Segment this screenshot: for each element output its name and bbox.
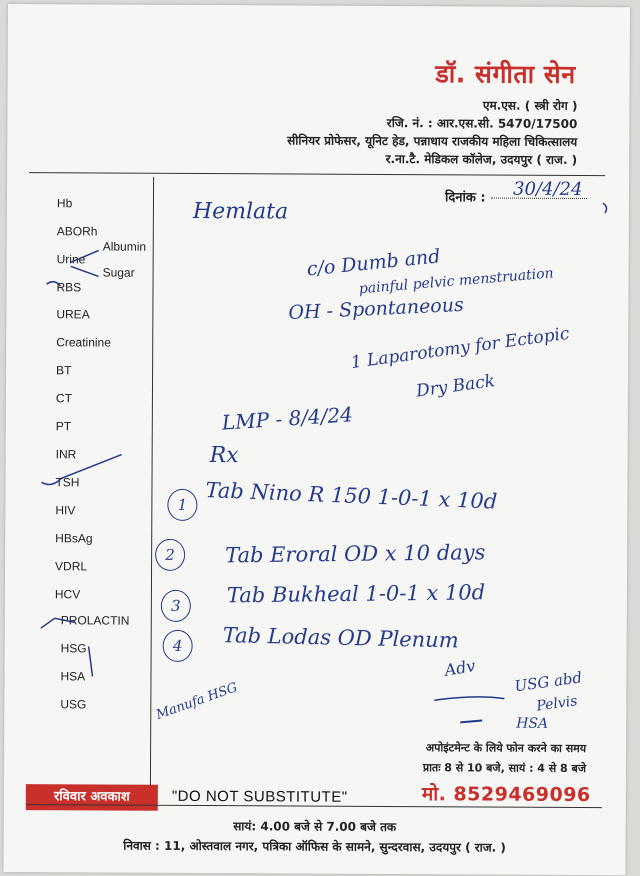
prolactin-tick-stroke [41, 618, 75, 628]
rx-symbol: Rx [209, 443, 239, 469]
signature-dash [460, 720, 482, 722]
test-inr: INR [55, 447, 77, 462]
signature-underline [434, 697, 504, 701]
test-bt: BT [56, 363, 72, 378]
rbs-tick-stroke [47, 282, 61, 287]
phone-number: मो. 8529469096 [421, 783, 591, 807]
do-not-substitute-note: "DO NOT SUBSTITUTE" [171, 787, 348, 806]
hsg-tick-stroke [88, 646, 92, 676]
medicine-number-4: 4 [163, 630, 193, 662]
registration-number: रजि. नं. : आर.एस.सी. 5470/17500 [386, 115, 578, 131]
evening-hours: सायं: 4.00 बजे से 7.00 बजे तक [233, 819, 397, 835]
surgical-history: 1 Laparotomy for Ectopic [349, 323, 571, 374]
test-creatinine: Creatinine [56, 335, 111, 350]
obstetric-history: OH - Spontaneous [287, 293, 465, 325]
college-name: र.ना.टै. मेडिकल कॉलेज, उदयपुर ( राज. ) [385, 151, 578, 167]
advice-hsa: HSA [516, 715, 549, 732]
date-comma-stroke [603, 203, 607, 213]
test-hsg: HSG [60, 641, 87, 656]
medicine-number-3: 3 [161, 590, 191, 622]
back-note: Dry Back [414, 371, 497, 402]
advice-pelvis: Pelvis [535, 693, 579, 715]
left-margin-note: Manufa HSG [154, 680, 240, 723]
medicine-3: Tab Bukheal 1-0-1 x 10d [226, 580, 486, 608]
test-hcv: HCV [54, 587, 81, 602]
complaint-line-1: c/o Dumb and [305, 245, 442, 281]
medicine-1: Tab Nino R 150 1-0-1 x 10d [205, 477, 498, 514]
test-ct: CT [55, 391, 72, 406]
sunday-holiday-badge: रविवार अवकाश [26, 784, 158, 811]
test-hb: Hb [56, 196, 73, 211]
patient-name: Hemlata [192, 198, 289, 225]
doctor-name: डॉ. संगीता सेन [435, 59, 576, 89]
doctor-designation: सीनियर प्रोफेसर, यूनिट हेड, पन्नाधाय राजकीय महिला चिकित्सालय [287, 133, 578, 149]
advice-label: Adv [443, 655, 477, 680]
medicine-4: Tab Lodas OD Plenum [222, 623, 459, 653]
urine-bracket-stroke [71, 250, 99, 276]
date-value: 30/4/24 [512, 178, 583, 201]
test-urea: UREA [56, 307, 90, 322]
complaint-line-2: painful pelvic menstruation [358, 265, 555, 298]
medicine-2: Tab Eroral OD x 10 days [224, 540, 486, 568]
test-sugar: Sugar [102, 265, 135, 280]
appointment-hours: प्रातः 8 से 10 बजे, सायं : 4 से 8 बजे [422, 761, 587, 776]
test-vdrl: VDRL [55, 559, 88, 574]
advice-usg: USG abd [513, 668, 584, 696]
test-usg: USG [60, 697, 87, 712]
residence-address: निवास : 11, ओस्तवाल नगर, पत्रिका ऑफिस के सामने, सुन्दरवास, उदयपुर ( राज. ) [123, 838, 506, 855]
test-hiv: HIV [55, 503, 76, 518]
test-urine: Urine [56, 252, 86, 267]
appointment-heading: अपोइंटमेन्ट के लिये फोन करने का समय [425, 741, 587, 756]
test-hbsag: HBsAg [55, 531, 93, 546]
test-pt: PT [55, 419, 72, 434]
prescription-sheet [3, 4, 630, 875]
test-albumin: Albumin [102, 239, 147, 254]
tsh-tick-stroke [41, 454, 121, 485]
test-tsh: TSH [55, 475, 80, 490]
doctor-degree: एम.एस. ( स्त्री रोग ) [482, 98, 578, 113]
test-prolactin: PROLACTIN [60, 613, 130, 628]
date-label: दिनांक : [444, 190, 486, 206]
lmp-note: LMP - 8/4/24 [221, 402, 354, 435]
test-rbs: RBS [56, 280, 82, 295]
medicine-number-2: 2 [155, 539, 185, 571]
test-aborh: ABORh [56, 224, 98, 239]
test-hsa: HSA [60, 669, 86, 684]
medicine-number-1: 1 [167, 489, 197, 521]
